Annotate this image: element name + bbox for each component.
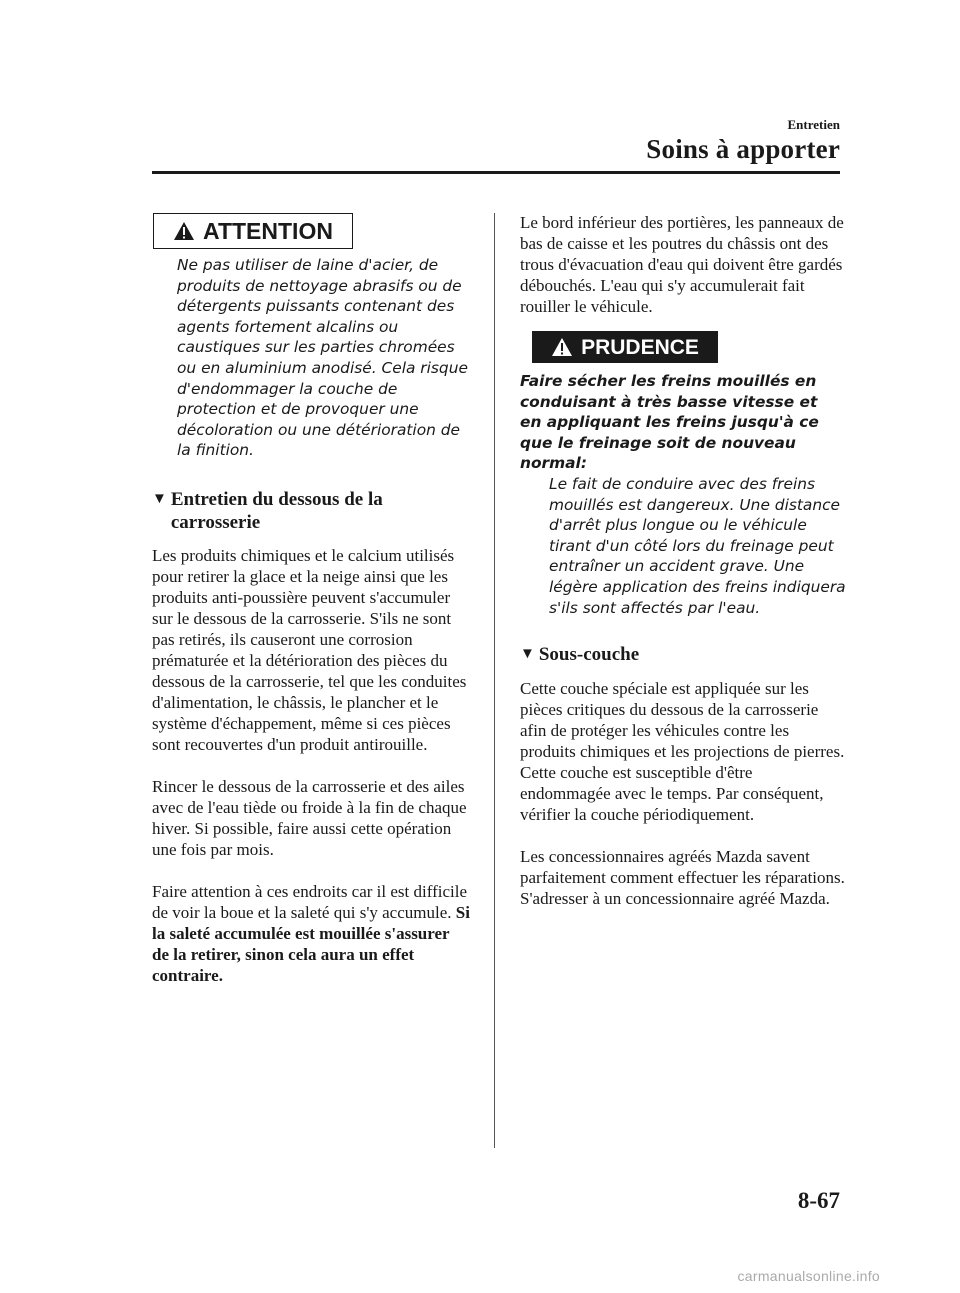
section-heading-text: Sous-couche	[538, 644, 640, 666]
paragraph: Les concessionnaires agréés Mazda savent parfaitement comment effectuer les réparations. S'adresser à un concessionnaire agréé Mazda.	[520, 847, 845, 909]
prudence-label: PRUDENCE	[581, 335, 699, 359]
paragraph-bold-text: Si la saleté accumulée est mouillée s'assurer de la retirer, sinon cela aura un effet contraire.	[152, 902, 470, 985]
paragraph	[152, 881, 470, 986]
right-column	[520, 212, 845, 930]
paragraph: Rincer le dessous de la carrosserie et des ailes avec de l'eau tiède ou froide à la fin de chaque hiver. Si possible, faire aussi cette opération une fois par mois.	[152, 776, 467, 859]
attention-box	[152, 213, 470, 461]
paragraph: Cette couche spéciale est appliquée sur les pièces critiques du dessous de la carrosserie afin de protéger les véhicules contre les produits chimiques et les projections de pierres. Cette couche est susceptible d'être endommagée avec le temps. Par conséquent, vérifier la couche périodiquement.	[520, 679, 845, 825]
column-divider	[494, 213, 495, 1148]
prudence-lead-text: Faire sécher les freins mouillés en conduisant à très basse vitesse et en appliquant les freins jusqu'à ce que le freinage soit de nouveau normal:	[520, 372, 819, 473]
attention-label: ATTENTION	[203, 217, 333, 244]
section-heading-underbody	[152, 488, 470, 534]
header-rule	[152, 171, 840, 174]
left-column	[152, 213, 470, 1007]
header-section-label: Entretien	[787, 117, 840, 132]
prudence-box	[520, 331, 845, 618]
triangle-bullet-icon: ▼	[152, 490, 167, 507]
attention-text: Ne pas utiliser de laine d'acier, de produits de nettoyage abrasifs ou de détergents puissants contenant des agents fortement alcalins ou caustiques sur les parties chromées ou en aluminium anodisé. Cela risque d'endommager la couche de protection et de provoquer une décoloration ou une détérioration de la finition.	[177, 256, 468, 460]
section-heading-text: Entretien du dessous de la carrosserie	[170, 488, 383, 533]
warning-triangle-icon	[551, 337, 573, 357]
paragraph-text: Faire attention à ces endroits car il est difficile de voir la boue et la saleté qui s'y accumule.	[152, 881, 468, 922]
paragraph: Les produits chimiques et le calcium utilisés pour retirer la glace et la neige ainsi que les produits anti-poussière peuvent s'accumuler sur le dessous de la carrosserie. S'ils ne sont pas retirés, ils causeront une corrosion prématurée et la détérioration des pièces du dessous de la carrosserie, tel que les conduites d'alimentation, le châssis, le plancher et le système d'échappement, même si ces pièces sont recouvertes d'un produit antirouille.	[152, 545, 467, 754]
prudence-badge	[532, 331, 718, 363]
attention-badge	[153, 213, 353, 249]
prudence-text: Le fait de conduire avec des freins mouillés est dangereux. Une distance d'arrêt plus longue ou le véhicule tirant d'un côté lors du freinage peut entraîner un accident grave. Une légère application des freins indiquera s'ils sont affectés par l'eau.	[549, 474, 846, 617]
paragraph: Le bord inférieur des portières, les panneaux de bas de caisse et les poutres du châssis ont des trous d'évacuation d'eau qui doivent être gardés débouchés. L'eau qui s'y accumulerait fait rouiller le véhicule.	[520, 213, 844, 316]
page-title: Soins à apporter	[646, 134, 840, 164]
section-heading-undercoat	[520, 643, 845, 666]
page-number: 8-67	[797, 1188, 840, 1213]
warning-triangle-icon	[173, 221, 195, 241]
triangle-bullet-icon: ▼	[520, 646, 535, 663]
watermark: carmanualsonline.info	[737, 1268, 880, 1284]
